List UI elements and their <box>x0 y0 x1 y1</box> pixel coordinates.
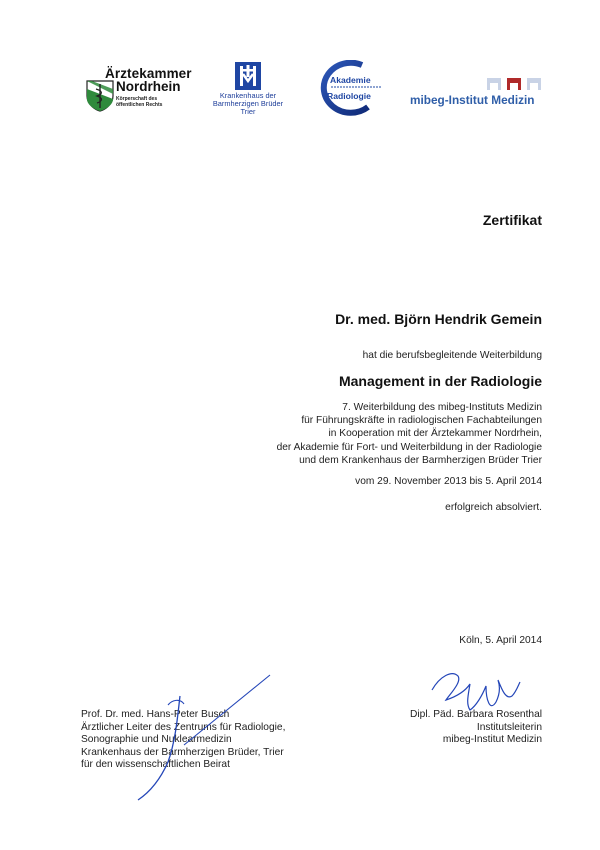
place-date: Köln, 5. April 2014 <box>459 635 542 646</box>
signatory-left-line: Ärztlicher Leiter des Zentrums für Radiologie, <box>81 721 286 733</box>
aerztekammer-subtitle-line2: öffentlichen Rechts <box>116 102 163 108</box>
aerztekammer-name-line2: Nordrhein <box>116 79 181 94</box>
mibeg-logo <box>410 76 546 112</box>
course-outcome: erfolgreich absolviert. <box>445 502 542 513</box>
course-description <box>277 401 542 467</box>
description-line: der Akademie für Fort- und Weiterbildung in der Radiologie <box>276 441 542 453</box>
description-line: 7. Weiterbildung des mibeg-Instituts Medizin <box>342 402 542 413</box>
intro-text: hat die berufsbegleitende Weiterbildung <box>362 350 542 361</box>
krankenhaus-line2: Barmherzigen Brüder <box>212 99 284 108</box>
signatory-left-line: Sonographie und Nuklearmedizin <box>81 734 232 745</box>
mibeg-name: mibeg-Institut Medizin <box>410 93 535 107</box>
description-line: und dem Krankenhaus der Barmherzigen Brüder Trier <box>299 454 542 466</box>
certificate-title: Zertifikat <box>482 212 542 228</box>
signatory-left-line: für den wissenschaftlichen Beirat <box>81 759 230 770</box>
signatory-right-line: mibeg-Institut Medizin <box>442 734 542 745</box>
akademie-line2: Radiologie <box>327 91 371 101</box>
aerztekammer-logo <box>86 66 201 118</box>
signatory-right-line: Institutsleiterin <box>476 721 542 733</box>
signatory-right-line: Dipl. Päd. Barbara Rosenthal <box>410 709 542 720</box>
krankenhaus-name <box>206 92 290 116</box>
akademie-radiologie-logo <box>316 60 388 116</box>
description-line: für Führungskräfte in radiologischen Fachabteilungen <box>301 415 542 427</box>
mibeg-blocks-icon <box>485 76 545 92</box>
akademie-ring-icon <box>316 60 388 116</box>
aerztekammer-shield-icon <box>86 80 114 112</box>
krankenhaus-line3: Trier <box>240 107 256 116</box>
aerztekammer-subtitle <box>116 96 186 108</box>
krankenhaus-line1: Krankenhaus der <box>219 91 277 100</box>
signatory-right <box>410 709 542 747</box>
aerztekammer-name-line1: Ärztekammer <box>105 66 192 81</box>
akademie-line1: Akademie <box>330 75 371 85</box>
signatory-left-line: Prof. Dr. med. Hans-Peter Busch <box>81 709 230 720</box>
recipient-name: Dr. med. Björn Hendrik Gemein <box>335 311 542 327</box>
course-period: vom 29. November 2013 bis 5. April 2014 <box>355 476 542 487</box>
krankenhaus-emblem-icon <box>235 62 261 90</box>
description-line: in Kooperation mit der Ärztekammer Nordrhein, <box>328 428 542 440</box>
akademie-small-text <box>331 86 381 88</box>
signatory-left-line: Krankenhaus der Barmherzigen Brüder, Trier <box>81 746 284 758</box>
krankenhaus-logo <box>206 62 290 124</box>
signatory-left <box>81 709 285 772</box>
aerztekammer-subtitle-line1: Körperschaft des <box>116 96 158 102</box>
course-title: Management in der Radiologie <box>338 373 542 389</box>
